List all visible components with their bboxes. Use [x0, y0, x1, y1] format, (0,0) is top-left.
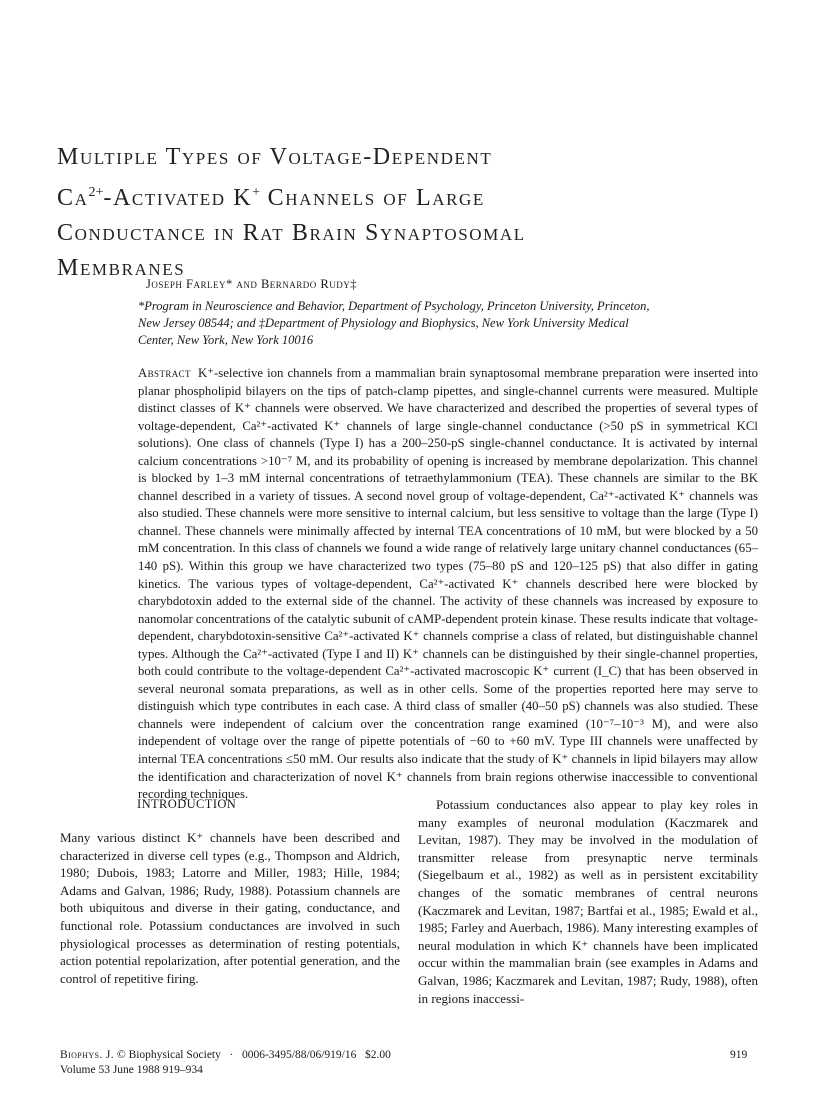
journal-copyright: © Biophysical Society — [116, 1049, 221, 1061]
journal-name: Biophys. J. — [60, 1049, 115, 1061]
title-line-2-mid: -Activated K — [103, 185, 253, 211]
title-superscript-k: + — [252, 185, 261, 200]
introduction-left-column: Many various distinct K⁺ channels have been described and characterized in diverse cell types (e.g., Thompson and Aldrich, 1980; Dubois, 1983; Latorre and Miller, 1983; Hille, 1984; Adams and Galvan, 1986; Rudy, 1988). Potassium channels are both ubiquitous and diverse in their gating, conductance, and functional role. Potassium conductances are involved in such physiological processes as determination of resting potentials, action potential repolarization, after potential generation, and the control of repetitive firing. — [60, 830, 400, 986]
abstract-label: Abstract — [138, 366, 191, 380]
journal-code: 0006-3495/88/06/919/16 — [241, 1049, 357, 1061]
journal-footer — [60, 1049, 760, 1061]
title-line-1: Multiple Types of Voltage-Dependent — [57, 144, 493, 170]
abstract — [138, 365, 758, 804]
article-title — [57, 140, 757, 286]
volume-info: Volume 53 June 1988 919–934 — [60, 1064, 203, 1076]
footer-bullet: · — [229, 1049, 234, 1061]
section-heading-introduction: INTRODUCTION — [137, 797, 237, 811]
author-affiliations — [138, 298, 708, 349]
title-superscript-ca: 2+ — [88, 185, 104, 200]
introduction-right-column — [418, 796, 758, 1007]
article-price: $2.00 — [364, 1049, 391, 1061]
affiliation-line-1: *Program in Neuroscience and Behavior, Department of Psychology, Princeton University, Princeton, — [138, 299, 650, 313]
introduction-right-text: Potassium conductances also appear to play key roles in many examples of neuronal modulation (Kaczmarek and Levitan, 1987). They may be involved in the modulation of transmitter release from presynaptic nerve terminals (Siegelbaum et al., 1982) as well as in persistent excitability changes of the somatic membranes of central neurons (Kaczmarek and Levitan, 1987; Bartfai et al., 1985; Ewald et al., 1985; Farley and Auerbach, 1986). Many interesting examples of neural modulation in which K⁺ channels have been implicated occur within the mammalian brain (see examples in Adams and Galvan, 1986; Kaczmarek and Levitan, 1987; Rudy, 1988), often in regions inaccessi- — [418, 797, 758, 1006]
title-line-2-pre: Ca — [57, 185, 89, 211]
title-line-2-post: Channels of Large — [260, 185, 485, 211]
page-number: 919 — [730, 1049, 748, 1061]
affiliation-line-3: Center, New York, New York 10016 — [138, 333, 314, 347]
title-line-3: Conductance in Rat Brain Synaptosomal — [57, 220, 526, 246]
title-line-4: Membranes — [57, 255, 186, 281]
abstract-text: K⁺-selective ion channels from a mammalian brain synaptosomal membrane preparation were inserted into planar phospholipid bilayers on the tips of patch-clamp pipettes, and single-channel currents were measured. Multiple distinct classes of K⁺ channels were observed. We have characterized and described the properties of several types of voltage-dependent, Ca²⁺-activated K⁺ channels of large single-channel conductance (>50 pS in symmetrical KCl solutions). One class of channels (Type I) has a 200–250-pS single-channel conductance. It is activated by internal calcium concentrations >10⁻⁷ M, and its probability of opening is increased by membrane depolarization. This channel is blocked by 1–3 mM internal concentrations of tetraethylammonium (TEA). These channels are similar to the BK channel described in a variety of tissues. A second novel group of voltage-dependent, Ca²⁺-activated K⁺ channels was also studied. These channels were more sensitive to internal calcium, but less sensitive to voltage than the large (Type I) channel. These channels were minimally affected by internal TEA concentrations of 10 mM, but were blocked by a 50 mM concentration. In this class of channels we found a wide range of relatively large unitary channel conductances (65–140 pS). Within this group we have characterized two types (75–80 pS and 120–125 pS) that also differ in gating kinetics. The various types of voltage-dependent, Ca²⁺-activated K⁺ channels described here were blocked by charybdotoxin added to the external side of the channel. The activity of these channels was increased by exposure to nanomolar concentrations of the catalytic subunit of cAMP-dependent protein kinase. These results indicate that voltage-dependent, charybdotoxin-sensitive Ca²⁺-activated K⁺ channels comprise a class of related, but distinguishable channel types. Although the Ca²⁺-activated (Type I and II) K⁺ channels can be distinguished by their single-channel properties, both could contribute to the voltage-dependent Ca²⁺-activated macroscopic K⁺ current (I_C) that has been observed in several neuronal somata preparations, as well as in other cells. Some of the properties reported here may serve to distinguish which type contributes in each case. A third class of smaller (40–50 pS) channels was also studied. These channels were independent of calcium over the concentration range examined (10⁻⁷–10⁻³ M), and were also independent of voltage over the range of pipette potentials of −60 to +60 mV. Type III channels were unaffected by internal TEA concentrations ≤50 mM. Our results also indicate that the study of K⁺ channels in lipid bilayers may allow the identification and characterization of novel K⁺ channels from brain regions otherwise inaccessible to conventional recording techniques. — [138, 366, 758, 802]
author-list: Joseph Farley* and Bernardo Rudy‡ — [146, 277, 357, 291]
affiliation-line-2: New Jersey 08544; and ‡Department of Physiology and Biophysics, New York University Medical — [138, 316, 629, 330]
